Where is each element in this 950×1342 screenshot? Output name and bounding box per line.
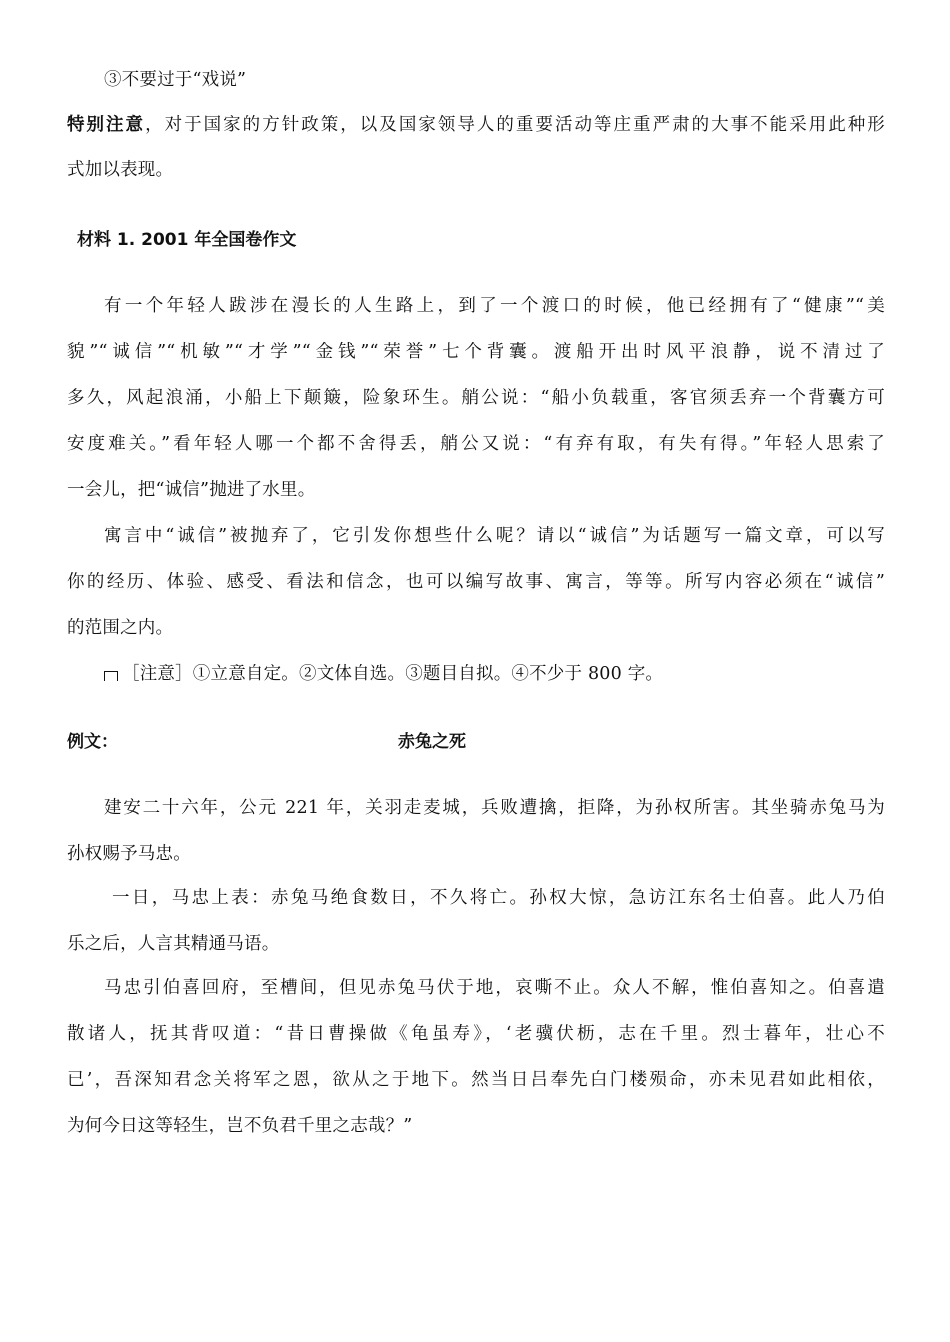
example-label: 例文： <box>67 732 118 752</box>
example-p3-line: 为何今日这等轻生，岂不负君千里之志哉？” <box>67 1116 413 1136</box>
material-p1-line: 安度难关。”看年轻人哪一个都不舍得丢，艄公又说：“有弃有取，有失有得。”年轻人思索了 <box>67 434 885 454</box>
material-p2-line: 你的经历、体验、感受、看法和信念，也可以编写故事、寓言，等等。所写内容必须在“诚信” <box>67 572 885 592</box>
example-title: 赤兔之死 <box>398 732 466 752</box>
notice-line <box>104 662 885 686</box>
material-p1-line: 多久，风起浪涌，小船上下颠簸，险象环生。艄公说：“船小负载重，客官须丢弃一个背囊方可 <box>67 388 885 408</box>
list-item-3: ③不要过于“戏说” <box>104 70 247 90</box>
bracket-mark-icon <box>104 671 118 681</box>
example-p3-line: 散诸人，抚其背叹道：“昔日曹操做《龟虽寿》，‘老骥伏枥，志在千里。烈士暮年，壮心不 <box>67 1024 885 1044</box>
material-p2-line: 寓言中“诚信”被抛弃了，它引发你想些什么呢？请以“诚信”为话题写一篇文章，可以写 <box>104 526 885 546</box>
material-p1-line: 有一个年轻人跋涉在漫长的人生路上，到了一个渡口的时候，他已经拥有了“健康”“美 <box>104 296 885 316</box>
special-note-line-2: 式加以表现。 <box>67 160 174 180</box>
example-p1-line: 孙权赐予马忠。 <box>67 844 191 864</box>
example-p3-line: 已’，吾深知君念关将军之恩，欲从之于地下。然当日吕奉先白门楼殒命，亦未见君如此相依， <box>67 1070 885 1090</box>
special-note-line-1 <box>67 113 885 137</box>
material-p1-line: 一会儿，把“诚信”抛进了水里。 <box>67 480 316 500</box>
special-note-text: ，对于国家的方针政策，以及国家领导人的重要活动等庄重严肃的大事不能采用此种形 <box>145 115 885 135</box>
notice-text: ［注意］①立意自定。②文体自选。③题目自拟。④不少于 800 字。 <box>122 664 664 684</box>
material-p1-line: 貌”“诚信”“机敏”“才学”“金钱”“荣誉”七个背囊。渡船开出时风平浪静，说不清过了 <box>67 342 885 362</box>
special-note-label: 特别注意 <box>67 115 146 135</box>
material-heading: 材料 1. 2001 年全国卷作文 <box>77 230 297 250</box>
material-p2-line: 的范围之内。 <box>67 618 174 638</box>
example-p3-line: 马忠引伯喜回府，至槽间，但见赤兔马伏于地，哀嘶不止。众人不解，惟伯喜知之。伯喜遣 <box>104 978 885 998</box>
example-p2-line: 一日，马忠上表：赤兔马绝食数日，不久将亡。孙权大惊，急访江东名士伯喜。此人乃伯 <box>112 888 885 908</box>
example-p1-line: 建安二十六年，公元 221 年，关羽走麦城，兵败遭擒，拒降，为孙权所害。其坐骑赤兔马为 <box>104 798 885 818</box>
example-p2-line: 乐之后，人言其精通马语。 <box>67 934 280 954</box>
